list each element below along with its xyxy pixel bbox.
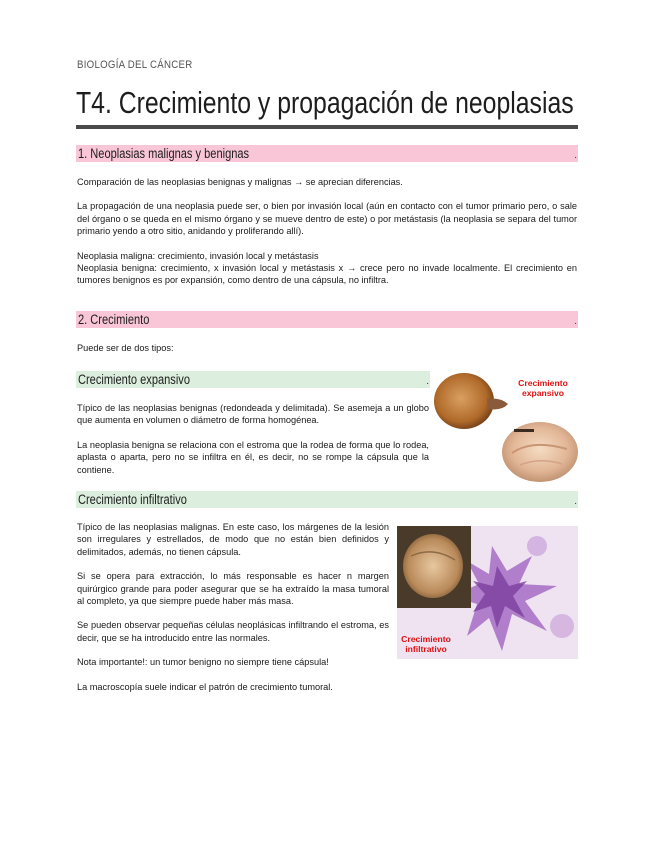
paragraph-group <box>77 250 577 287</box>
caption-line: infiltrativo <box>405 644 447 654</box>
page-title: T4. Crecimiento y propagación de neoplasias <box>76 85 574 120</box>
section-heading-label: 1. Neoplasias malignas y benignas <box>78 146 250 161</box>
paragraph: La macroscopía suele indicar el patrón de crecimiento tumoral. <box>77 681 333 692</box>
paragraph: La neoplasia benigna se relaciona con el estroma que la rodea de forma que lo rodea, aplasta o aparta, pero no se infiltra en él, es decir, no se rompe la cápsula que la contiene. <box>77 439 429 475</box>
paragraph: Comparación de las neoplasias benignas y malignas → se aprecian diferencias. <box>77 177 403 187</box>
paragraph-line: Neoplasia benigna: crecimiento, x invasión local y metástasis x → crece pero no invade localmente. El crecimiento en tumores benignos es por expansión, como dentro de una cápsula, no infiltra. <box>77 263 577 286</box>
paragraph: Nota importante!: un tumor benigno no siempre tiene cápsula! <box>77 657 329 668</box>
heading-dot: . <box>426 376 429 387</box>
paragraph: Típico de las neoplasias benignas (redondeada y delimitada). Se asemeja a un globo que aumenta en volumen o diámetro de forma homogénea. <box>77 403 429 426</box>
subject-label: BIOLOGÍA DEL CÁNCER <box>77 59 193 71</box>
subheading-label: Crecimiento expansivo <box>78 372 190 387</box>
section1-body <box>77 176 577 299</box>
caption-line: expansivo <box>521 388 565 398</box>
section2-intro: Puede ser de dos tipos: <box>77 343 174 353</box>
expansive-tumor-photo <box>432 369 580 483</box>
expansivo-body <box>77 402 429 488</box>
caption-line: Crecimiento <box>518 378 568 388</box>
caption-line: Crecimiento <box>401 634 451 644</box>
heading-dot: . <box>574 496 577 507</box>
infiltrativo-body <box>77 521 389 705</box>
section-heading-crecimiento <box>76 311 578 328</box>
paragraph: Si se opera para extracción, lo más responsable es hacer n margen quirúrgico grande para poder asegurar que se ha extraído la masa tumoral al completo, ya que siempre puede haber más masa. <box>77 571 389 607</box>
subheading-expansivo <box>76 371 430 388</box>
heading-dot: . <box>574 150 577 161</box>
section-heading-neoplasias <box>76 145 578 162</box>
paragraph: Típico de las neoplasias malignas. En este caso, los márgenes de la lesión son irregulares y estrellados, de modo que no están bien definidos y delimitados, además, no tienen cápsula. <box>77 522 389 557</box>
infiltrative-tumor-photo <box>397 526 578 659</box>
expansive-caption <box>510 378 576 398</box>
title-divider <box>76 125 578 129</box>
paragraph: La propagación de una neoplasia puede ser, o bien por invasión local (aún en contacto con el tumor primario pero, o sale del órgano o se queda en el mismo órgano y se mueve dentro de este) o por metástasis (la neoplasia se separa del tumor primario yendo a otro sitio, anidando y proliferando allí). <box>77 201 577 237</box>
paragraph: Se pueden observar pequeñas células neoplásicas infiltrando el estroma, es decir, que se ha introducido entre las normales. <box>77 620 389 643</box>
subheading-infiltrativo <box>76 491 578 508</box>
subheading-label: Crecimiento infiltrativo <box>78 492 187 507</box>
section-heading-label: 2. Crecimiento <box>78 312 150 327</box>
infiltrative-caption <box>397 634 455 654</box>
heading-dot: . <box>574 316 577 327</box>
paragraph-line: Neoplasia maligna: crecimiento, invasión local y metástasis <box>77 250 319 261</box>
